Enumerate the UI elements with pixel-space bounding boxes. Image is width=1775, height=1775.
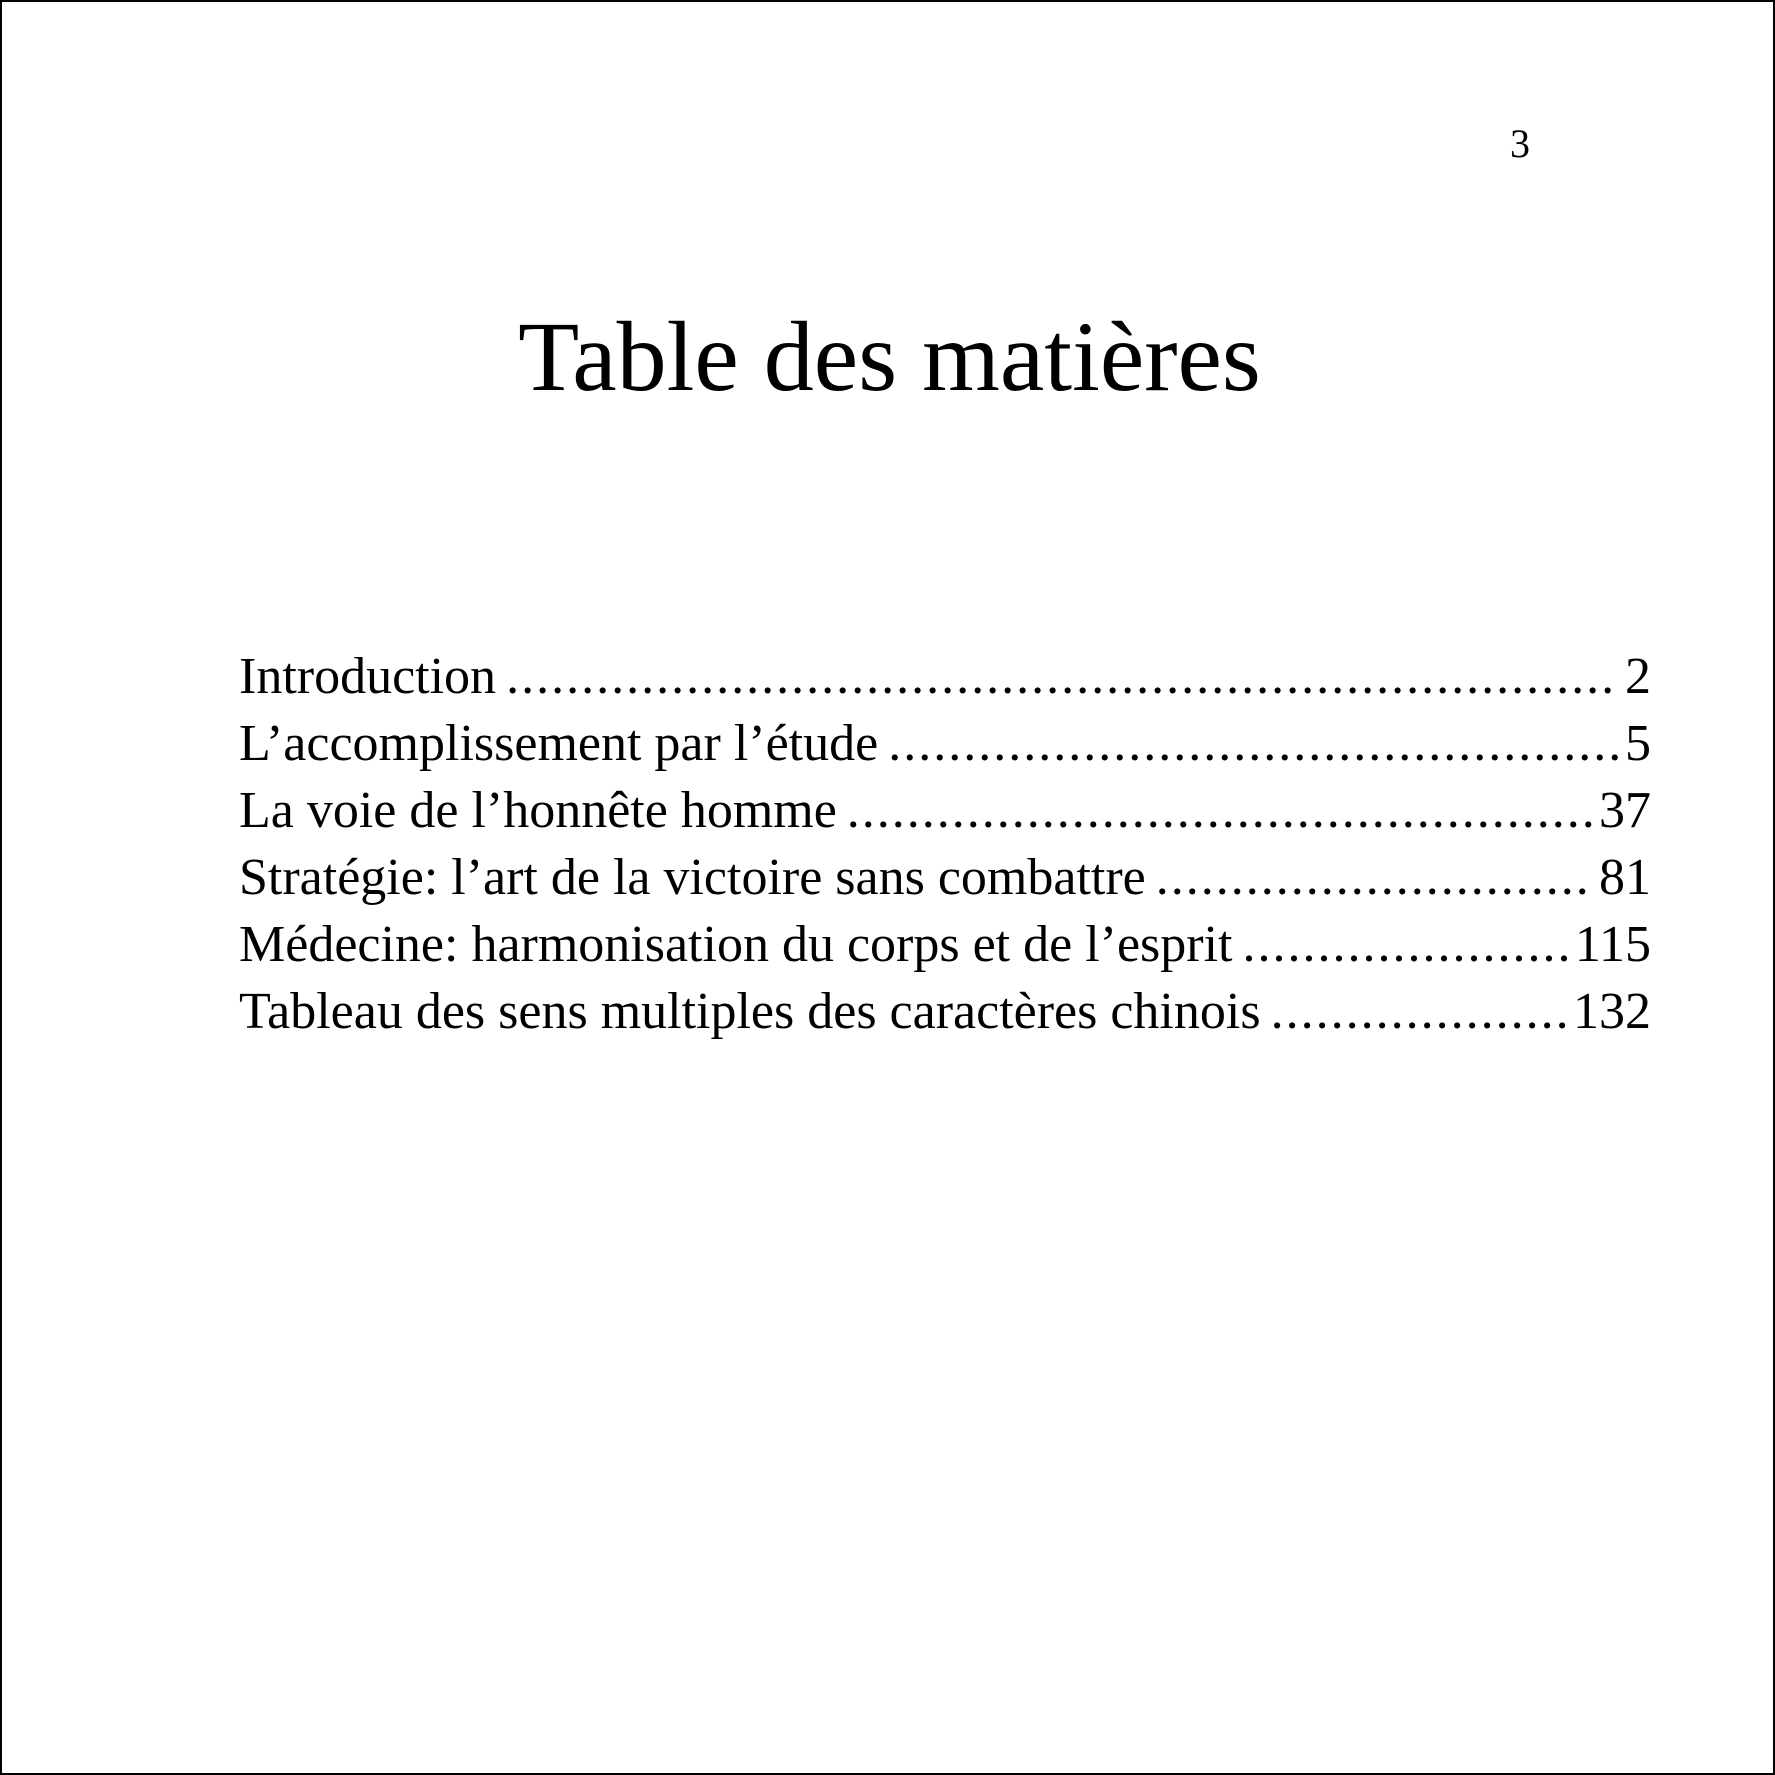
toc-entry-page: 37 (1599, 782, 1651, 839)
toc-entry[interactable] (239, 777, 1651, 844)
toc-entry-page: 5 (1625, 715, 1651, 772)
toc-dot-leader (506, 643, 1619, 710)
toc-entry[interactable] (239, 978, 1651, 1045)
toc-entry[interactable] (239, 643, 1651, 710)
toc-dot-leader (847, 777, 1593, 844)
toc-dot-leader (1271, 978, 1567, 1045)
toc-dot-leader (1156, 844, 1593, 911)
toc-entry-page: 2 (1625, 648, 1651, 705)
toc-entry-label: Introduction (239, 648, 497, 705)
page-number: 3 (1510, 121, 1530, 166)
toc-entry-label: Tableau des sens multiples des caractères chinois (239, 983, 1261, 1040)
toc-entry-label: Médecine: harmonisation du corps et de l’esprit (239, 916, 1233, 973)
toc-dot-leader (1242, 911, 1568, 978)
toc-entry[interactable] (239, 844, 1651, 911)
toc-entry-label: L’accomplissement par l’étude (239, 715, 879, 772)
toc-entry-label: Stratégie: l’art de la victoire sans combattre (239, 849, 1146, 906)
toc-dot-leader (888, 710, 1619, 777)
toc-entry-label: La voie de l’honnête homme (239, 782, 837, 839)
table-of-contents (239, 643, 1651, 1045)
toc-entry[interactable] (239, 710, 1651, 777)
page-title: Table des matières (518, 301, 1261, 412)
toc-entry-page: 132 (1573, 983, 1651, 1040)
toc-entry[interactable] (239, 911, 1651, 978)
toc-entry-page: 81 (1599, 849, 1651, 906)
toc-entry-page: 115 (1574, 916, 1651, 973)
